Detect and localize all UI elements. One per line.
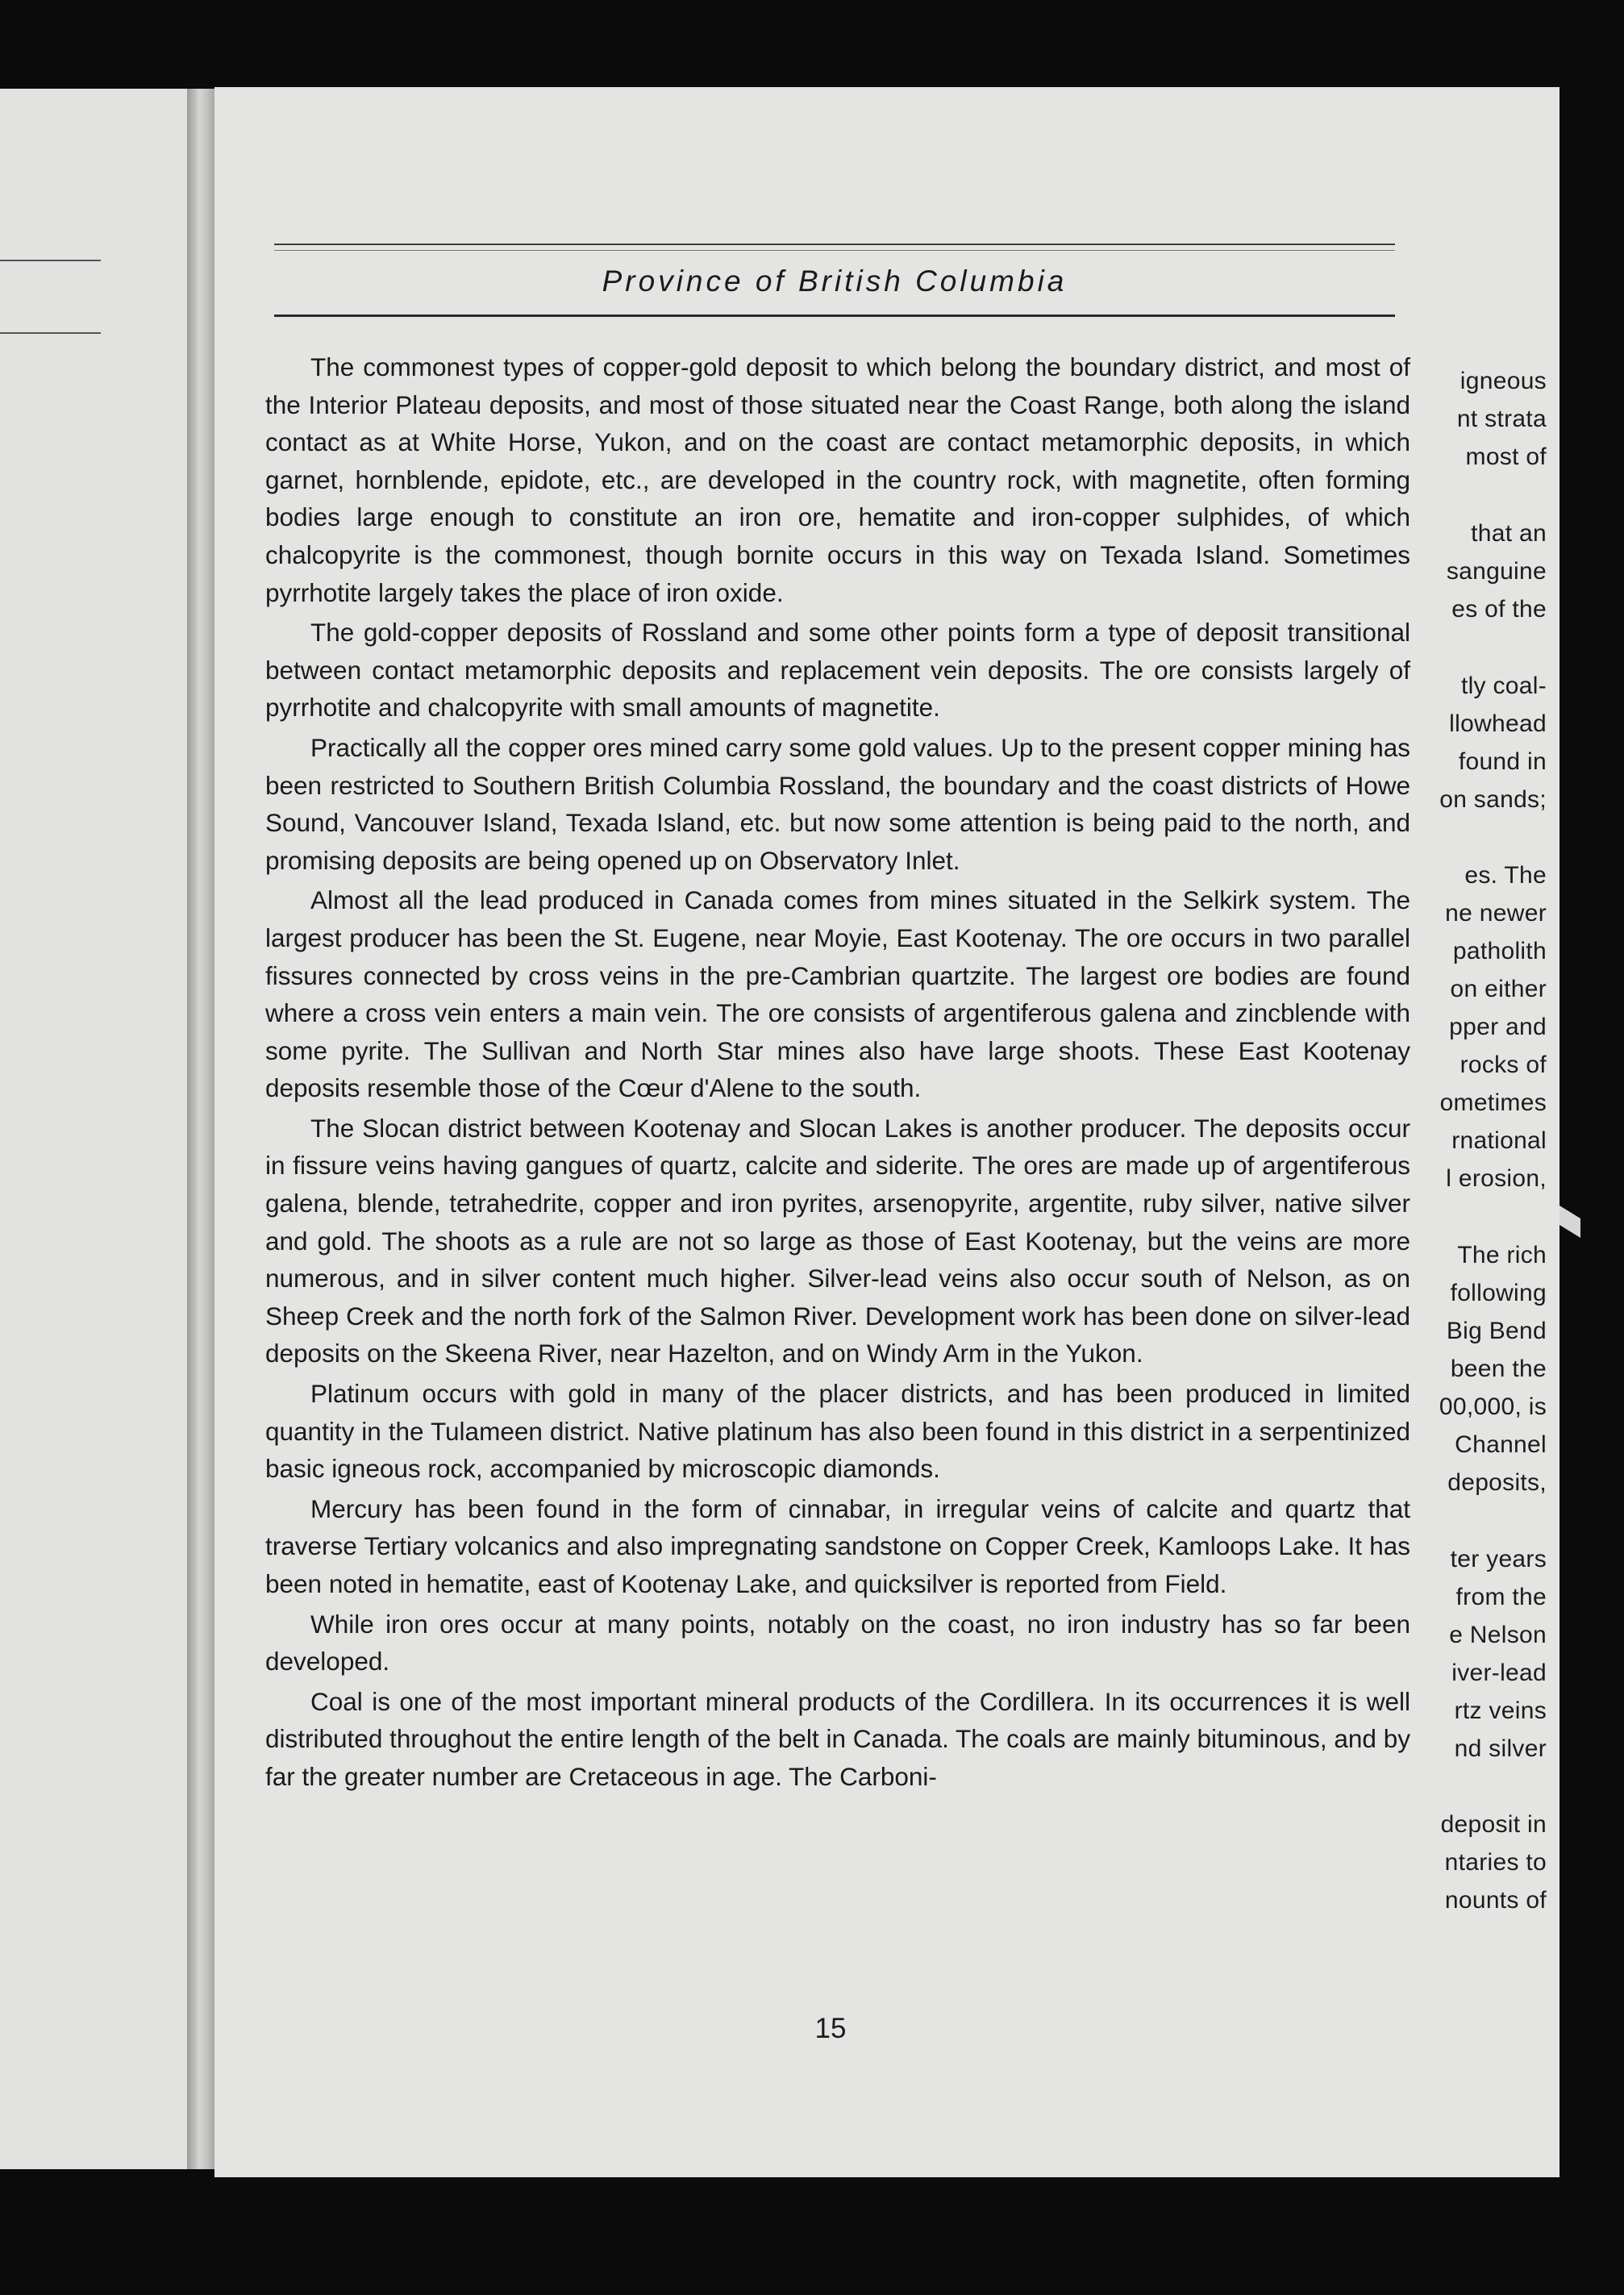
paragraph-rossland: The gold-copper deposits of Rossland and some other points form a type of deposit transitional between contact metamorphic deposits and replacement vein deposits. The ore consists largely of pyrrhotite and chalcopyrite with small amounts of magnetite. [265,618,1410,723]
left-page-line: tly coal- [1460,673,1547,699]
left-page-line: Big Bend [1446,1318,1547,1344]
left-page-line: patholith [1452,938,1547,964]
paragraph-platinum: Platinum occurs with gold in many of the placer districts, and has been produced in limited quantity in the Tulameen district. Native platinum has also been found in this district in a serpentinized basic igneous rock, accompanied by microscopic diamonds. [265,1379,1410,1484]
left-page-line: deposits, [1447,1469,1547,1496]
left-page-line: most of [1465,444,1547,470]
body-text [265,348,1410,1796]
left-page-line: ter years [1450,1546,1547,1572]
left-page-line: nounts of [1444,1887,1547,1914]
page-number: 15 [814,2013,847,2044]
left-page-line: pper and [1449,1014,1547,1040]
left-page-line: that an [1471,520,1547,547]
left-page-line: following [1450,1280,1547,1306]
running-header: Province of British Columbia [602,264,1068,298]
header-rule-top [274,244,1395,245]
page-edge-mark [1559,1206,1580,1238]
paragraph-mercury: Mercury has been found in the form of cinnabar, in irregular veins of calcite and quartz that traverse Tertiary volcanics and also impregnating sandstone on Copper Creek, Kamloops Lake. It has been noted in hematite, east of Kootenay Lake, and quicksilver is reported from Field. [265,1493,1410,1598]
left-page-line: rocks of [1460,1052,1547,1078]
left-page-line: nt strata [1456,406,1547,432]
left-page-line: rtz veins [1454,1697,1547,1724]
paragraph-slocan: The Slocan district between Kootenay and Slocan Lakes is another producer. The deposits occur in fissure veins having gangues of quartz, calcite and siderite. The ores are made up of argentiferous galena, blende, tetrahedrite, copper and iron pyrites, arsenopyrite, argentite, ruby silver, native silver and gold. The shoots as a rule are not so large as those of East Kootenay, but the veins are more numerous, and in silver content much higher. Silver-lead veins also occur south of Nelson, as on Sheep Creek and the north fork of the Salmon River. Development work has been done on silver-lead deposits on the Skeena River, near Hazelton, and on Windy Arm in the Yukon. [265,1113,1410,1368]
left-page-line: The rich [1457,1242,1547,1268]
left-page-line: es. The [1464,862,1547,889]
left-page-line: been the [1450,1356,1547,1382]
left-page-line: found in [1458,748,1547,775]
left-page-line: es of the [1451,596,1547,623]
left-page-line: nd silver [1454,1735,1547,1762]
left-page-line: ometimes [1439,1089,1547,1116]
left-page-line: iver-lead [1451,1660,1547,1686]
left-page-rule-top [0,260,101,261]
left-page-line: 00,000, is [1439,1393,1547,1420]
paragraph-copper-gold-types: The commonest types of copper-gold deposit to which belong the boundary district, and most of the Interior Plateau deposits, and most of those situated near the Coast Range, both along the island contact as at White Horse, Yukon, and on the coast are contact metamorphic deposits, in which garnet, hornblende, epidote, etc., are developed in the country rock, with magnetite, often forming bodies large enough to constitute an iron ore, hematite and iron-copper sulphides, of which chalcopyrite is the commonest, though bornite occurs in this way on Texada Island. Sometimes pyrrhotite largely takes the place of iron oxide. [265,352,1410,607]
left-page-line: rnational [1451,1127,1547,1154]
left-page-line: Channel [1455,1431,1547,1458]
header-rule-bottom [274,314,1395,317]
paragraph-coal: Coal is one of the most important mineral products of the Cordillera. In its occurrences it is well distributed throughout the entire length of the belt in Canada. The coals are mainly bituminous, and by far the greater number are Cretaceous in age. The Carboni- [265,1686,1410,1791]
left-page-line: e Nelson [1449,1622,1547,1648]
left-page-line: ntaries to [1444,1849,1547,1876]
left-page-line: on either [1450,976,1547,1002]
left-page-line: igneous [1460,368,1547,394]
header-rule-top-thin [274,250,1395,251]
paragraph-copper-ores: Practically all the copper ores mined carry some gold values. Up to the present copper mining has been restricted to Southern British Columbia Rossland, the boundary and the coast districts of Howe Sound, Vancouver Island, Texada Island, etc. but now some attention is being paid to the north, and promising deposits are being opened up on Observatory Inlet. [265,732,1410,875]
left-page-line: on sands; [1439,786,1547,813]
left-page-line: llowhead [1449,710,1547,737]
left-page-line: sanguine [1446,558,1547,585]
left-page-line: from the [1455,1584,1547,1610]
paragraph-lead: Almost all the lead produced in Canada comes from mines situated in the Selkirk system. The largest producer has been the St. Eugene, near Moyie, East Kootenay. The ore occurs in two parallel fissures connected by cross veins in the pre-Cambrian quartzite. The largest ore bodies are found where a cross vein enters a main vein. The ore consists of argentiferous galena and zincblende with some pyrite. The Sullivan and North Star mines also have large shoots. These East Kootenay deposits resemble those of the Cœur d'Alene to the south. [265,885,1410,1103]
paragraph-iron: While iron ores occur at many points, notably on the coast, no iron industry has so far been developed. [265,1609,1410,1676]
book-gutter [187,89,214,2169]
left-page-line: ne newer [1445,900,1547,927]
left-page-line: deposit in [1440,1811,1547,1838]
left-page-rule-bottom [0,332,101,334]
left-page-line: l erosion, [1446,1165,1547,1192]
left-page [0,89,187,2169]
